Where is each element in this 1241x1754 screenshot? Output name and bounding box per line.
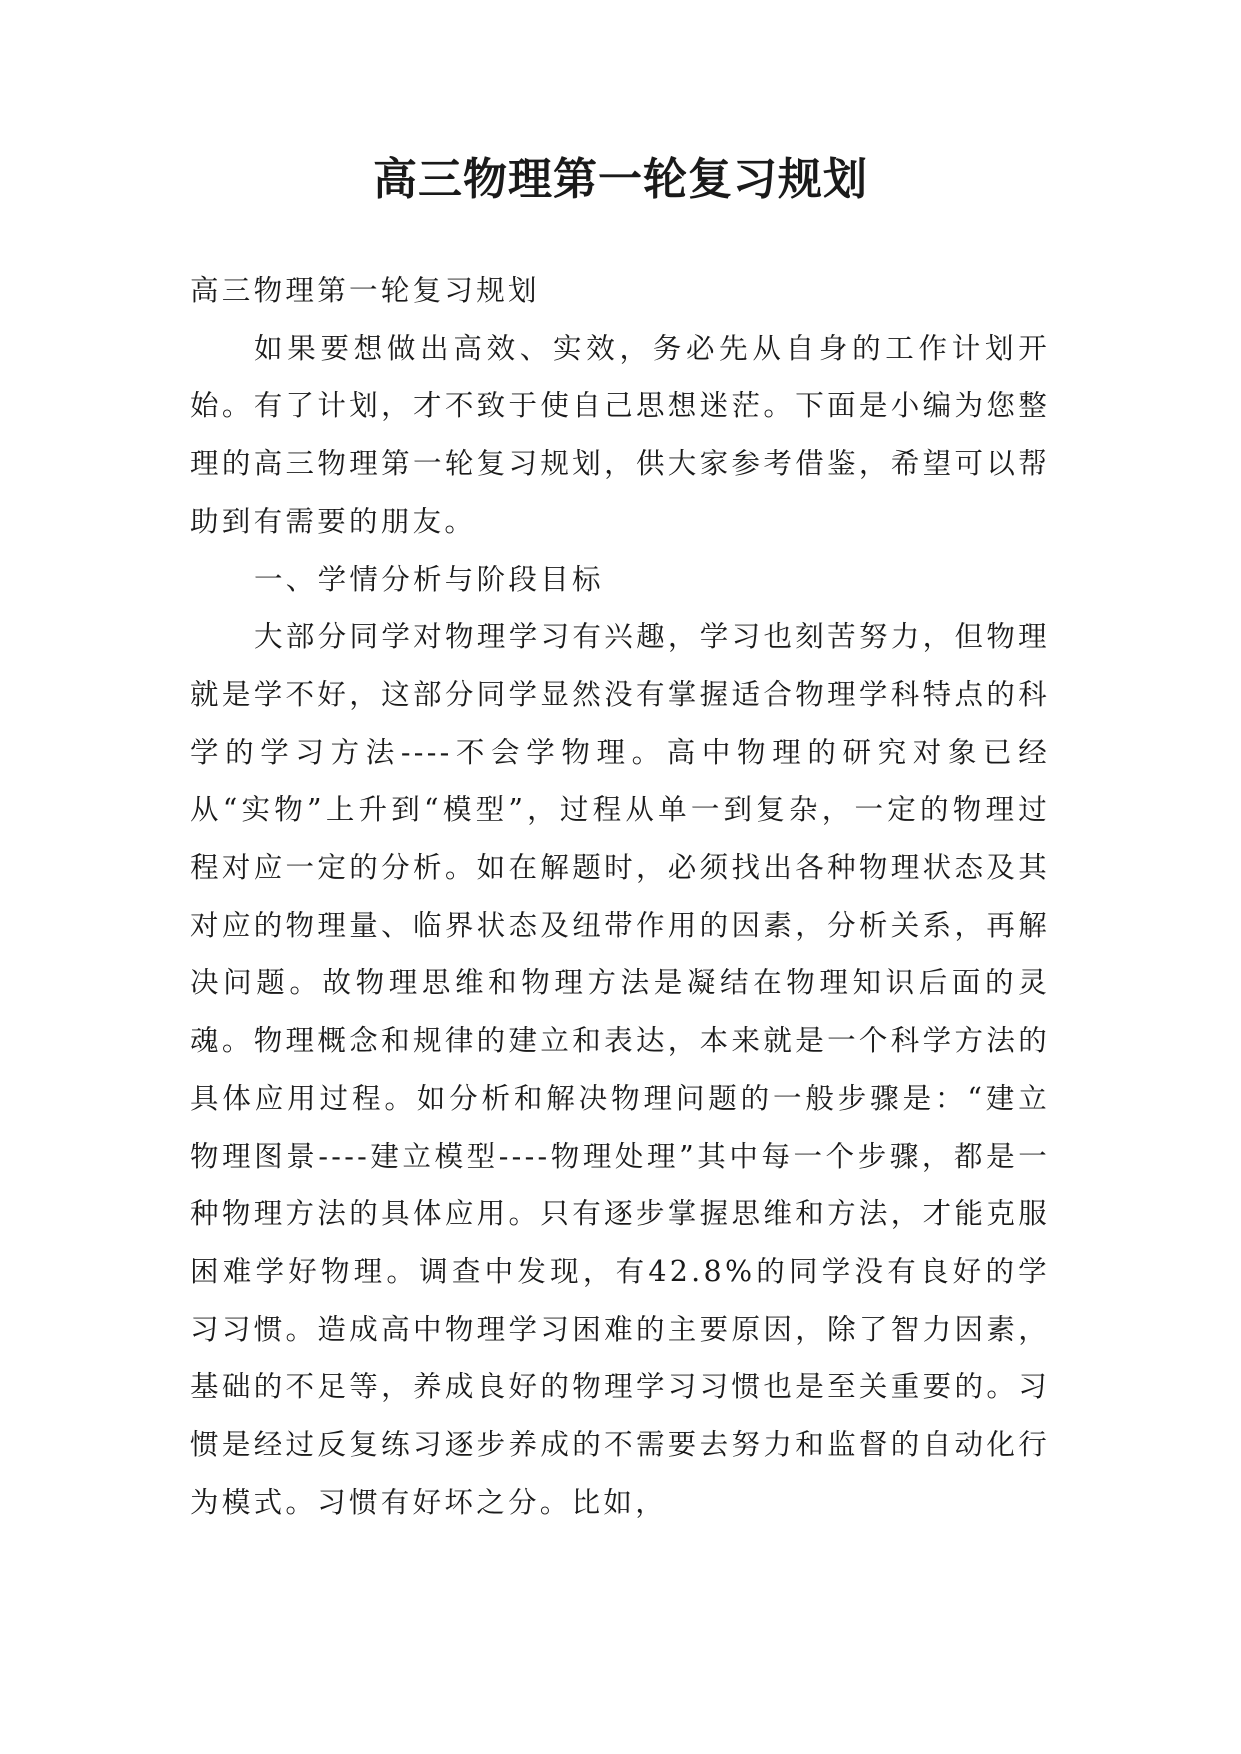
document-title: 高三物理第一轮复习规划 [373,154,868,205]
subtitle-line: 高三物理第一轮复习规划 [190,274,540,307]
document-body [190,262,1050,1531]
analysis-paragraph: 大部分同学对物理学习有兴趣，学习也刻苦努力，但物理就是学不好，这部分同学显然没有掌握适合物理学科特点的科学的学习方法----不会学物理。高中物理的研究对象已经从“实物”上升到“模型”，过程从单一到复杂，一定的物理过程对应一定的分析。如在解题时，必须找出各种物理状态及其对应的物理量、临界状态及纽带作用的因素，分析关系，再解决问题。故物理思维和物理方法是凝结在物理知识后面的灵魂。物理概念和规律的建立和表达，本来就是一个科学方法的具体应用过程。如分析和解决物理问题的一般步骤是：“建立物理图景----建立模型----物理处理”其中每一个步骤，都是一种物理方法的具体应用。只有逐步掌握思维和方法，才能克服困难学好物理。调查中发现，有42.8%的同学没有良好的学习习惯。造成高中物理学习困难的主要原因，除了智力因素，基础的不足等，养成良好的物理学习习惯也是至关重要的。习惯是经过反复练习逐步养成的不需要去努力和监督的自动化行为模式。习惯有好坏之分。比如， [190,620,1050,1519]
intro-paragraph: 如果要想做出高效、实效，务必先从自身的工作计划开始。有了计划，才不致于使自己思想迷茫。下面是小编为您整理的高三物理第一轮复习规划，供大家参考借鉴，希望可以帮助到有需要的朋友。 [190,331,1050,538]
section-heading: 一、学情分析与阶段目标 [254,562,604,596]
